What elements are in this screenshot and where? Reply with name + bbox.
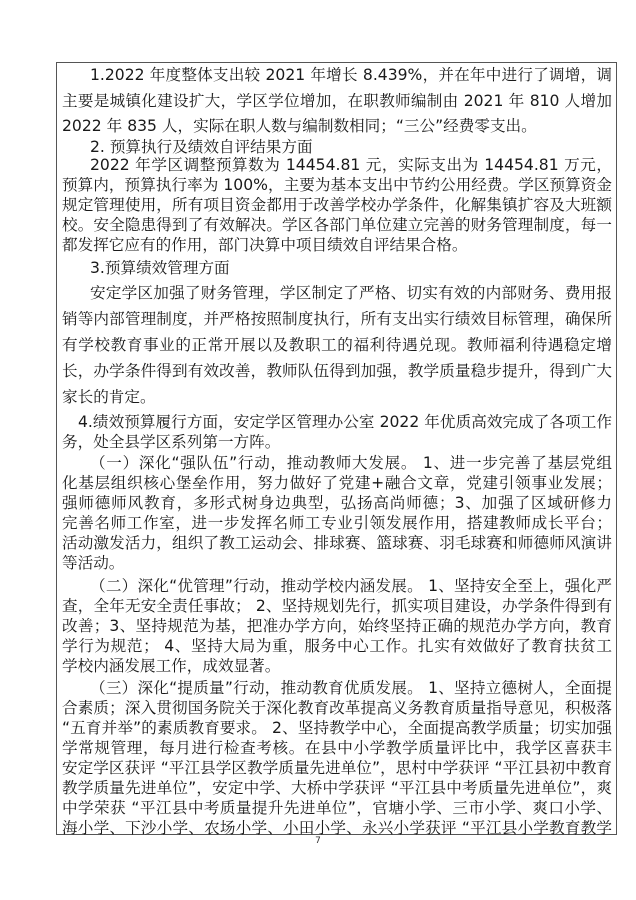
text-line: 海小学、下沙小学、农场小学、小田小学、永兴小学获评 “平江县小学教育教学 — [62, 819, 612, 837]
text-line: 预算内，预算执行率为 100%，主要为基本支出中节约公用经费。学区预算资金 — [62, 176, 612, 194]
text-line: 强师德师风教育，多形式树身边典型，弘扬高尚师德；3、加强了区域研修力 — [62, 494, 612, 512]
text-line: 改善；3、坚持规范为基，把准办学方向，始终坚持正确的规范办学方向，教育 — [62, 617, 612, 635]
text-line: 教学质量先进单位”，安定中学、大桥中学获评 “平江县中考质量先进单位”，爽 — [62, 779, 612, 797]
text-line: 2022 年 835 人，实际在职人数与编制数相同；“三公”经费零支出。 — [62, 117, 537, 135]
text-line: “五育并举”的素质教育要求。 2、坚持教学中心，全面提高教学质量；切实加强 — [62, 719, 612, 737]
text-line: 都发挥它应有的作用，部门决算中项目绩效自评结果合格。 — [62, 236, 468, 254]
text-line: 安定学区获评 “平江县学区教学质量先进单位”，思村中学获评 “平江县初中教育 — [62, 759, 612, 777]
text-line: 务，处全县学区系列第一方阵。 — [62, 433, 281, 451]
text-line: 主要是城镇化建设扩大，学区学位增加，在职教师编制由 2021 年 810 人增加 — [62, 92, 612, 110]
text-line: 安定学区加强了财务管理，学区制定了严格、切实有效的内部财务、费用报 — [90, 284, 612, 302]
text-line: 4.绩效预算履行方面，安定学区管理办公室 2022 年优质高效完成了各项工作 — [78, 413, 612, 431]
text-line: 1.2022 年度整体支出较 2021 年增长 8.439%，并在年中进行了调增，调 — [90, 66, 612, 84]
text-line: 3.预算绩效管理方面 — [90, 259, 230, 277]
text-line: 活动激发活力，组织了教工运动会、排球赛、篮球赛、羽毛球赛和师德师风演讲 — [62, 534, 612, 552]
text-line: 完善名师工作室，进一步发挥名师工专业引领发展作用，搭建教师成长平台； — [62, 514, 612, 532]
text-line: 化基层组织核心堡垒作用，努力做好了党建+融合文章，党建引领事业发展； — [62, 474, 612, 492]
text-line: （一）深化“强队伍”行动，推动教师大发展。 1、进一步完善了基层党组 — [90, 454, 612, 472]
text-line: 长，办学条件得到有效改善，教师队伍得到加强，教学质量稳步提升，得到广大 — [62, 362, 612, 380]
text-line: （二）深化“优管理”行动，推动学校内涵发展。 1、坚持安全至上，强化严 — [90, 577, 612, 595]
text-line: 等活动。 — [62, 554, 125, 572]
text-line: 家长的肯定。 — [62, 388, 156, 406]
text-line: 销等内部管理制度，并严格按照制度执行，所有支出实行绩效目标管理，确保所 — [62, 310, 612, 328]
text-line: 合素质；深入贯彻国务院关于深化教育改革提高义务教育质量指导意见，积极落 — [62, 699, 612, 717]
text-line: 学校内涵发展工作，成效显著。 — [62, 657, 281, 675]
text-line: 中学荣获 “平江县中考质量提升先进单位”，官塘小学、三市小学、爽口小学、 — [62, 799, 612, 817]
text-line: 规定管理使用，所有项目资金都用于改善学校办学条件，化解集镇扩容及大班额 — [62, 196, 612, 214]
text-line: 查，全年无安全责任事故； 2、坚持规划先行，抓实项目建设，办学条件得到有 — [62, 597, 612, 615]
text-line: 2022 年学区调整预算数为 14454.81 元，实际支出为 14454.81 万元， — [90, 156, 612, 174]
text-line: 有学校教育事业的正常开展以及教职工的福利待遇兑现。教师福利待遇稳定增 — [62, 336, 612, 354]
text-line: （三）深化“提质量”行动，推动教育优质发展。 1、坚持立德树人，全面提 — [90, 679, 612, 697]
text-line: 学行为规范； 4、坚持大局为重，服务中心工作。扎实有效做好了教育扶贫工 — [62, 637, 612, 655]
text-line: 学常规管理，每月进行检查考核。在县中小学教学质量评比中，我学区喜获丰 — [62, 739, 612, 757]
text-line: 2. 预算执行及绩效自评结果方面 — [90, 138, 313, 156]
page-number: 7 — [315, 836, 321, 846]
text-line: 校。安全隐患得到了有效解决。学区各部门单位建立完善的财务管理制度，每一 — [62, 216, 612, 234]
